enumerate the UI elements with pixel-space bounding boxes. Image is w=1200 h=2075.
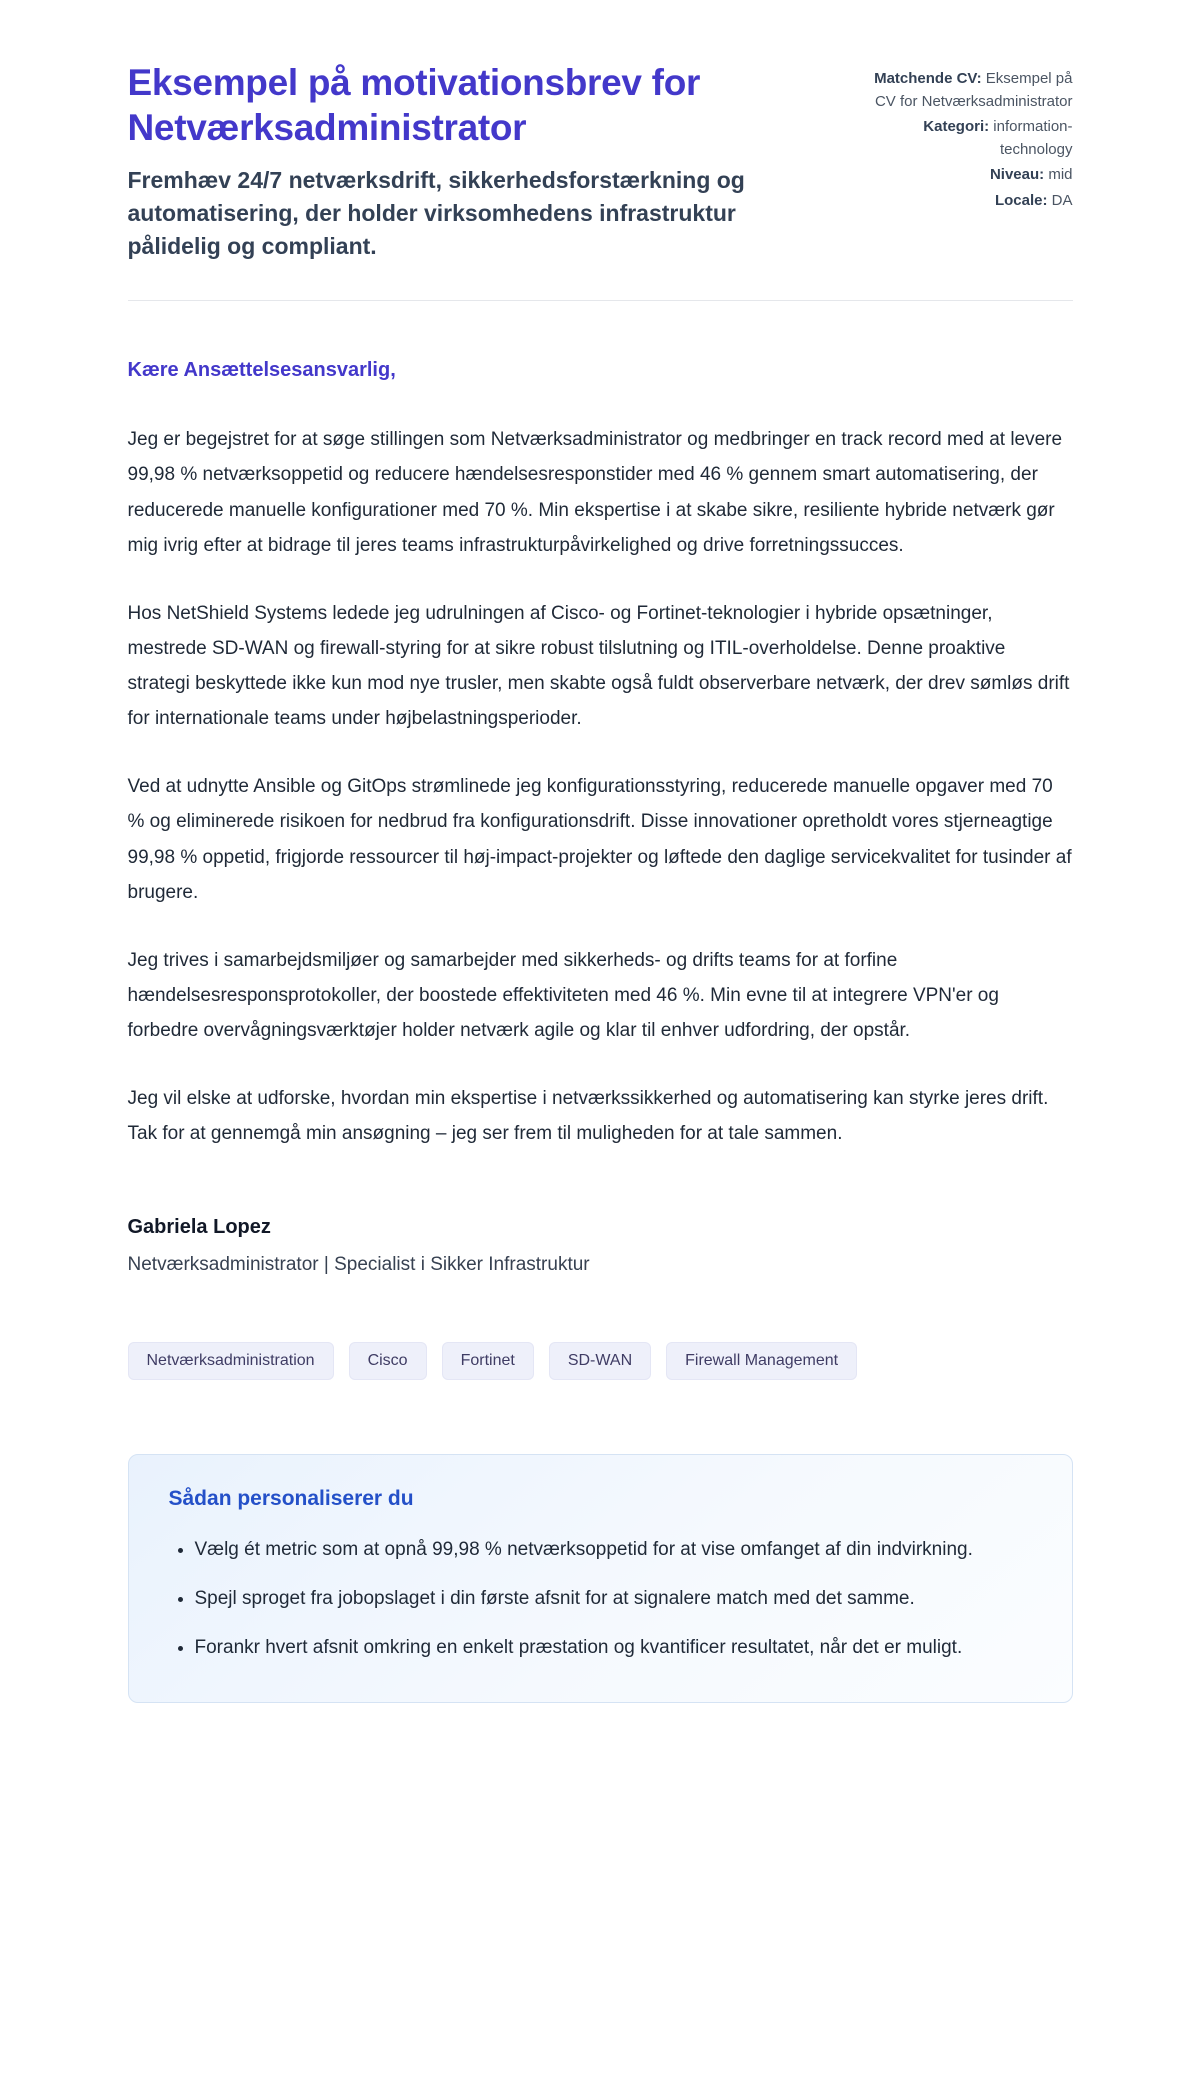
skill-tag: Fortinet <box>442 1342 534 1380</box>
letter-paragraph: Jeg vil elske at udforske, hvordan min ekspertise i netværkssikkerhed og automatisering kan styrke jeres drift. Tak for at gennemgå min ansøgning – jeg ser frem til muligheden for at tale sammen. <box>127 1088 1049 1145</box>
meta-panel <box>855 60 1073 215</box>
skill-tag: Cisco <box>349 1342 427 1380</box>
signature-title: Netværksadministrator | Specialist i Sikker Infrastruktur <box>127 1253 590 1275</box>
tips-list <box>169 1535 1032 1664</box>
meta-row-category <box>855 116 1073 161</box>
tips-title: Sådan personaliserer du <box>168 1486 414 1510</box>
letter-paragraph: Hos NetShield Systems ledede jeg udrulningen af Cisco- og Fortinet-teknologier i hybride opsætninger, mestrede SD-WAN og firewall-styring for at sikre robust tilslutning og ITIL-overholdelse. Denne proaktive strategi beskyttede ikke kun mod nye trusler, men skabte også fuldt observerbare netværk, der drev sømløs drift for internationale teams under højbelastningsperioder. <box>127 602 1070 730</box>
tag-list <box>128 1342 1073 1380</box>
meta-row-level <box>855 164 1073 187</box>
letter-paragraph: Jeg trives i samarbejdsmiljøer og samarbejder med sikkerheds- og drifts teams for at forfine hændelsesresponsprotokoller, der boostede effektiviteten med 46 %. Min evne til at integrere VPN'er og forbedre overvågningsværktøjer holder netværk agile og klar til enhver udfordring, der opstår. <box>127 949 999 1042</box>
skill-tag: SD-WAN <box>549 1342 651 1380</box>
meta-value: DA <box>1051 191 1073 209</box>
meta-label: Kategori: <box>923 118 990 135</box>
letter-paragraph: Ved at udnytte Ansible og GitOps strømlinede jeg konfigurationsstyring, reducerede manuelle opgaver med 70 % og eliminerede risikoen for nedbrud fra konfigurationsdrift. Disse innovationer opretholdt vores stjerneagtige 99,98 % oppetid, frigjorde ressourcer til høj-impact-projekter og løftede den daglige servicekvalitet for tusinder af brugere. <box>127 776 1072 903</box>
tip-item: • Vælg ét metric som at opnå 99,98 % netværksoppetid for at vise omfanget af din indvirkning. <box>195 1535 1032 1565</box>
meta-value: mid <box>1048 166 1073 183</box>
meta-row-matching-cv <box>855 68 1073 113</box>
meta-label: Locale: <box>994 191 1048 209</box>
page-subtitle: Fremhæv 24/7 netværksdrift, sikkerhedsforstærkning og automatisering, der holder virksomhedens infrastruktur pålidelig og compliant. <box>127 167 745 259</box>
letter-greeting: Kære Ansættelsesansvarlig, <box>127 359 396 382</box>
skill-tag: Netværksadministration <box>128 1342 334 1380</box>
page <box>108 0 1093 1798</box>
meta-label: Niveau: <box>989 166 1045 183</box>
page-title: Eksempel på motivationsbrev for Netværksadministrator <box>127 62 701 149</box>
cover-letter <box>128 359 1073 1275</box>
skill-tag: Firewall Management <box>666 1342 857 1380</box>
meta-value: Eksempel på CV for Netværksadministrator <box>874 70 1073 110</box>
tip-item: • Forankr hvert afsnit omkring en enkelt præstation og kvantificer resultatet, når det er muligt. <box>195 1633 1032 1663</box>
meta-value: information-technology <box>993 118 1073 158</box>
header <box>128 60 1073 262</box>
section-divider <box>128 300 1073 301</box>
letter-paragraph: Jeg er begejstret for at søge stillingen som Netværksadministrator og medbringer en track record med at levere 99,98 % netværksoppetid og reducere hændelsesresponstider med 46 % gennem smart automatisering, der reducerede manuelle konfigurationer med 70 %. Min ekspertise i at skabe sikre, resiliente hybride netværk gør mig ivrig efter at bidrage til jeres teams infrastrukturpåvirkelighed og drive forretningssucces. <box>127 429 1063 556</box>
meta-row-locale <box>855 190 1073 213</box>
tips-box <box>128 1454 1073 1703</box>
signature-name: Gabriela Lopez <box>127 1215 271 1238</box>
meta-label: Matchende CV: <box>874 70 982 87</box>
tip-item: • Spejl sproget fra jobopslaget i din første afsnit for at signalere match med det samme. <box>195 1584 1032 1614</box>
header-title-block <box>128 60 788 262</box>
